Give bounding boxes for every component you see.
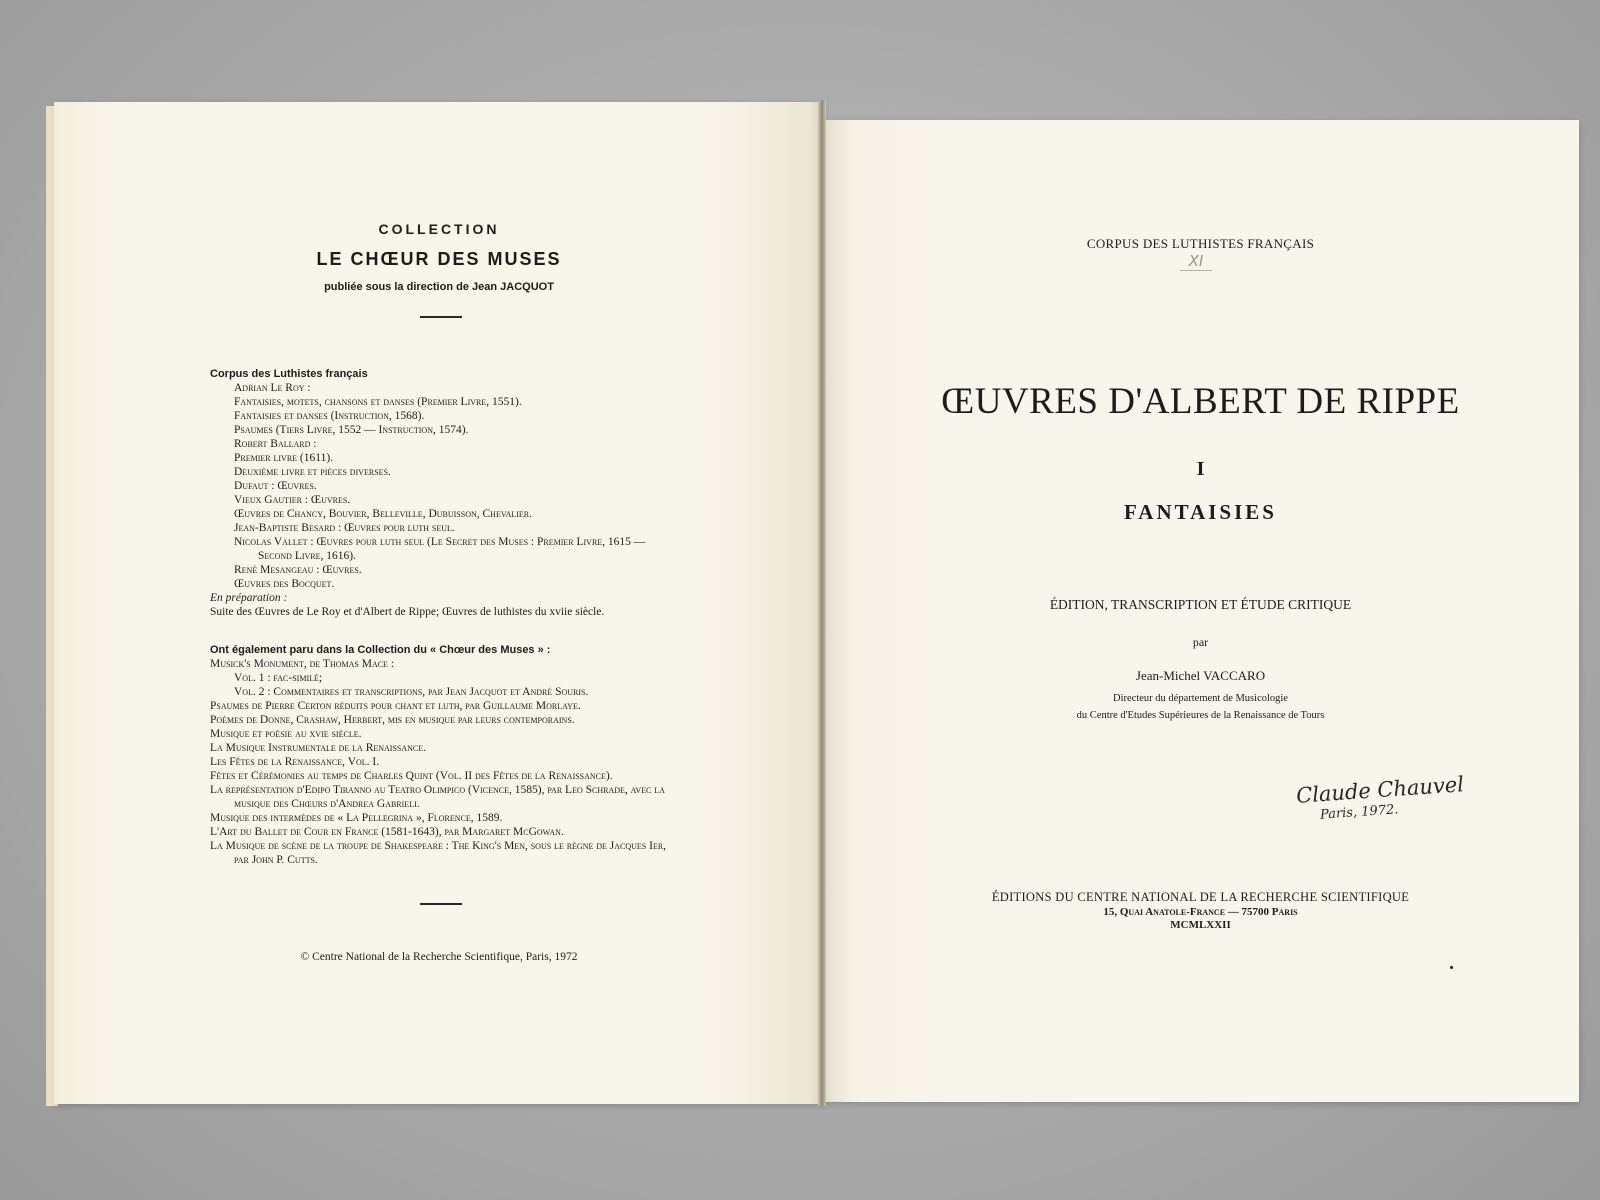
also-list-item: Musique des intermèdes de « La Pellegrina », Florence, 1589. [210,812,503,824]
author-name: Jean-Michel VACCARO [1135,668,1266,683]
corpus-list-item: Fantaisies, motets, chansons et danses (Premier Livre, 1551). [234,396,522,408]
corpus-list-item: Robert Ballard : [234,438,317,450]
collection-subtitle: publiée sous la direction de Jean JACQUOT [324,281,554,293]
author-role-2: du Centre d'Etudes Supérieures de la Renaissance de Tours [1076,710,1325,721]
divider-top [420,316,462,318]
corpus-list-item: Adrian Le Roy : [234,382,311,394]
corpus-list-item: René Mesangeau : Œuvres. [234,564,362,576]
copyright-line: © Centre National de la Recherche Scientifique, Paris, 1972 [300,951,578,963]
corpus-list-item: Jean-Baptiste Besard : Œuvres pour luth seul. [234,522,455,534]
also-items [210,657,680,867]
also-list-item: Psaumes de Pierre Certon réduits pour chant et luth, par Guillaume Morlaye. [210,700,581,712]
corpus-list-item: Premier livre (1611). [234,452,334,464]
preparation-label: En préparation : [210,592,288,604]
edition-line: ÉDITION, TRANSCRIPTION ET ÉTUDE CRITIQUE [1049,597,1352,612]
signature-place: Paris, 1972. [1319,802,1399,823]
series-title: CORPUS DES LUTHISTES FRANÇAIS [1086,236,1315,251]
corpus-list-item: Nicolas Vallet : Œuvres pour luth seul (Le Secret des Muses : Premier Livre, 1615 — Second Livre, 1616). [234,536,646,562]
also-list-item: Vol. 2 : Commentaires et transcriptions, par Jean Jacquot et André Souris. [234,686,589,698]
also-heading: Ont également paru dans la Collection du « Chœur des Muses » : [210,644,551,656]
signature: Claude Chauvel [1295,772,1465,808]
corpus-items [210,381,680,591]
part-number: I [1196,458,1205,480]
also-list-item: L'Art du Ballet de Cour en France (1581-1643), par Margaret McGowan. [210,826,564,838]
also-list-item: La Musique de scène de la troupe de Shakespeare : The King's Men, sous le règne de Jacques Ier, par John P. Cutts. [210,840,667,866]
publisher-name: ÉDITIONS DU CENTRE NATIONAL DE LA RECHERCHE SCIENTIFIQUE [991,890,1410,904]
also-list-item: La représentation d'Edipo Tiranno au Teatro Olimpico (Vicence, 1585), par Leo Schrade, avec la musique des Chœurs d'Andrea Gabrieli. [210,784,665,810]
also-list-item: Vol. 1 : fac-similé; [234,672,323,684]
volume-number-handwritten: XI [1180,252,1212,271]
corpus-list-item: Dufaut : Œuvres. [234,480,317,492]
collection-title: LE CHŒUR DES MUSES [316,249,562,269]
corpus-list [210,367,680,867]
also-list-item: Les Fêtes de la Renaissance, Vol. I. [210,756,380,768]
collection-label: COLLECTION [378,221,500,237]
also-list-item: Musick's Monument, de Thomas Mace : [210,658,395,670]
corpus-heading: Corpus des Luthistes français [210,368,368,380]
ink-dot [1450,966,1453,969]
corpus-list-item: Fantaisies et danses (Instruction, 1568). [234,410,425,422]
also-list-item: La Musique Instrumentale de la Renaissance. [210,742,427,754]
par-text: par [1192,635,1209,649]
corpus-list-item: Œuvres de Chancy, Bouvier, Belleville, Dubuisson, Chevalier. [234,508,533,520]
also-list-item: Poèmes de Donne, Crashaw, Herbert, mis en musique par leurs contemporains. [210,714,575,726]
corpus-list-item: Deuxième livre et pièces diverses. [234,466,391,478]
corpus-list-item: Vieux Gautier : Œuvres. [234,494,351,506]
preparation-text: Suite des Œuvres de Le Roy et d'Albert de Rippe; Œuvres de luthistes du xviie siècle. [210,606,605,618]
also-list-item: Musique et poésie au xvie siècle. [210,728,362,740]
book-title: ŒUVRES D'ALBERT DE RIPPE [941,381,1460,422]
publication-year: MCMLXXII [1170,919,1231,931]
publisher-address: 15, Quai Anatole-France — 75700 Paris [1103,906,1298,918]
corpus-list-item: Psaumes (Tiers Livre, 1552 — Instruction, 1574). [234,424,469,436]
also-list-item: Fêtes et Cérémonies au temps de Charles Quint (Vol. II des Fêtes de la Renaissance). [210,770,613,782]
part-title: FANTAISIES [1124,500,1277,524]
corpus-list-item: Œuvres des Bocquet. [234,578,335,590]
divider-bottom [420,903,462,905]
author-role-1: Directeur du département de Musicologie [1113,693,1288,704]
